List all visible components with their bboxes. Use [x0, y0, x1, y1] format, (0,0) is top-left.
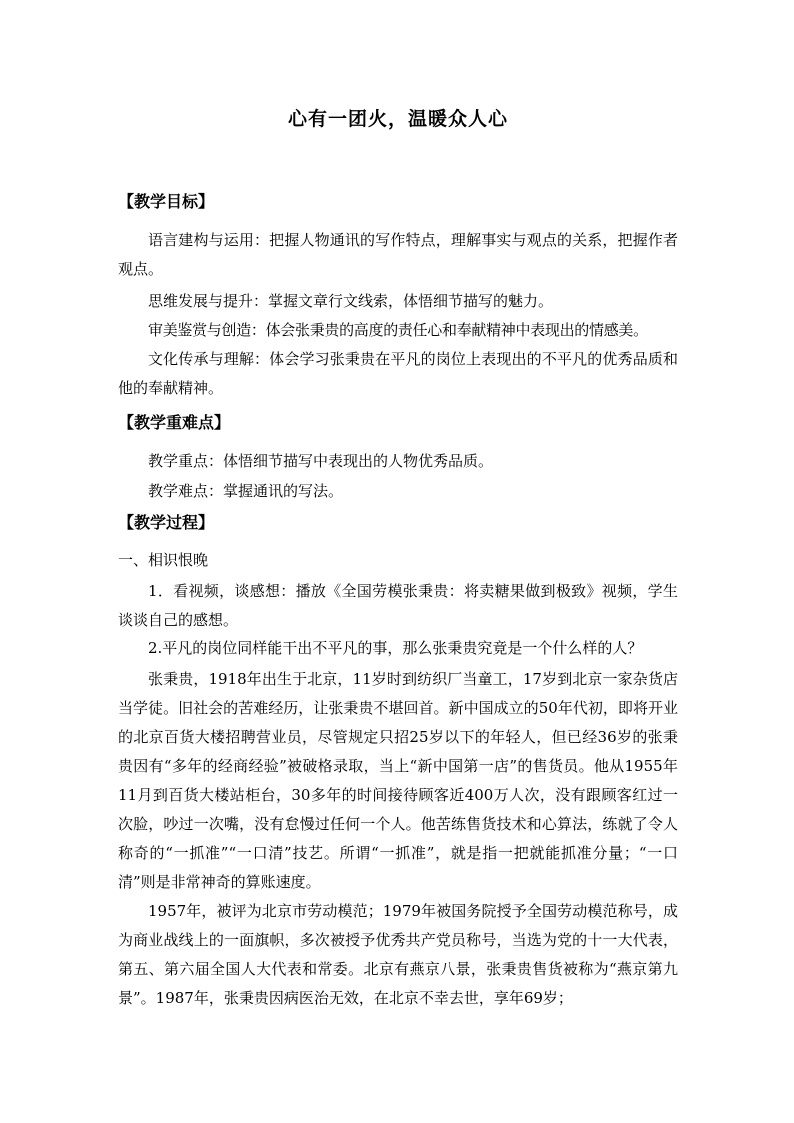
objective-language: 语言建构与运用：把握人物通讯的写作特点，理解事实与观点的关系，把握作者观点。 [118, 231, 678, 278]
objective-thinking: 思维发展与提升：掌握文章行文线索，体悟细节描写的魅力。 [148, 292, 554, 310]
heading-objectives: 【教学目标】 [118, 192, 215, 211]
objective-culture: 文化传承与理解：体会学习张秉贵在平凡的岗位上表现出的不平凡的优秀品质和他的奉献精神。 [118, 350, 678, 397]
biography-paragraph-1: 张秉贵，1918年出生于北京，11岁时到纺织厂当童工，17岁到北京一家杂货店当学徒。旧社会的苦难经历，让张秉贵不堪回首。新中国成立的50年代初，即将开业的北京百货大楼招聘营业员，尽管规定只招25岁以下的年轻人，但已经36岁的张秉贵因有“多年的经商经验”被破格录取，当上“新中国第一店”的售货员。他从1955年11月到百货大楼站柜台，30多年的时间接待顾客近400万人次，没有跟顾客红过一次脸，吵过一次嘴，没有怠慢过任何一个人。他苦练售货技术和心算法，练就了令人称奇的“一抓准”“一口清”技艺。所谓“一抓准”，就是指一把就能抓准分量；“一口清”则是非常神奇的算账速度。 [118, 670, 678, 891]
process-step-question: 2.平凡的岗位同样能干出不平凡的事，那么张秉贵究竟是一个什么样的人？ [148, 639, 643, 657]
process-subheading: 一、相识恨晚 [118, 551, 209, 569]
process-step-video: 1．看视频，谈感想：播放《全国劳模张秉贵：将卖糖果做到极致》视频，学生谈谈自己的感想。 [118, 582, 678, 629]
objective-aesthetic: 审美鉴赏与创造：体会张秉贵的高度的责任心和奉献精神中表现出的情感美。 [148, 321, 648, 339]
document-title: 心有一团火，温暖众人心 [287, 108, 508, 130]
heading-key-points: 【教学重难点】 [118, 413, 231, 432]
key-point-focus: 教学重点：体悟细节描写中表现出的人物优秀品质。 [148, 452, 494, 470]
heading-process: 【教学过程】 [118, 513, 215, 532]
key-point-difficulty: 教学难点：掌握通讯的写法。 [148, 482, 344, 500]
biography-paragraph-2: 1957年，被评为北京市劳动模范；1979年被国务院授予全国劳动模范称号，成为商业战线上的一面旗帜，多次被授予优秀共产党员称号，当选为党的十一大代表，第五、第六届全国人大代表和常委。北京有燕京八景，张秉贵售货被称为“燕京第九景”。1987年，张秉贵因病医治无效，在北京不幸去世，享年69岁； [118, 902, 678, 1007]
